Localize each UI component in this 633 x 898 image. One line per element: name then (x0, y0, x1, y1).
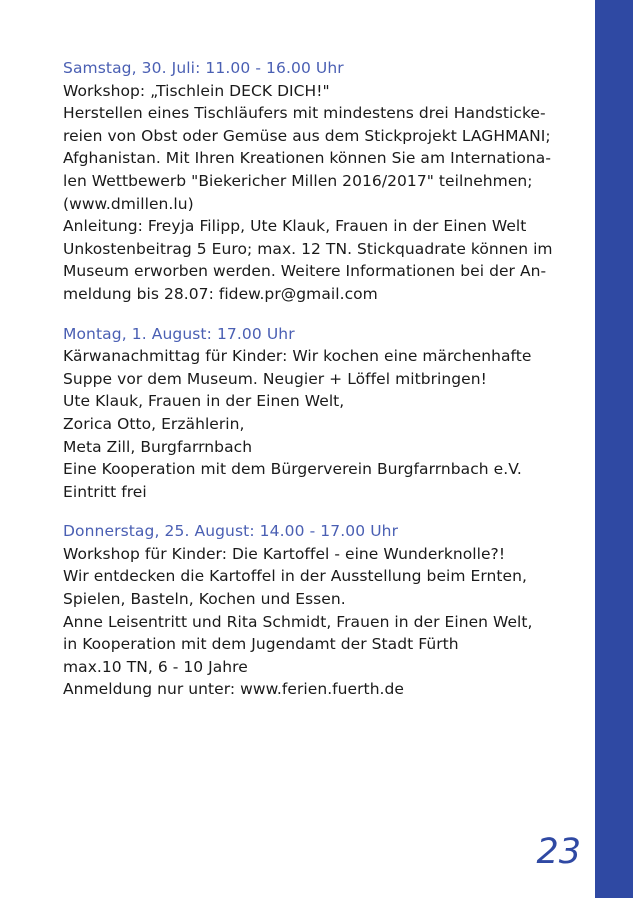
event-line: Anmeldung nur unter: www.ferien.fuerth.de (63, 680, 405, 699)
event-line: meldung bis 28.07: fidew.pr@gmail.com (63, 284, 378, 303)
event-line: Eintritt frei (63, 482, 147, 501)
event-line: (www.dmillen.lu) (63, 194, 194, 213)
event-line: Eine Kooperation mit dem Bürgerverein Burgfarrnbach e.V. (63, 460, 522, 479)
event-list (63, 57, 583, 718)
event-line: reien von Obst oder Gemüse aus dem Stickprojekt LAGHMANI; (63, 126, 551, 145)
page-number: 23 (536, 832, 581, 872)
side-color-bar (595, 0, 633, 898)
event-line: in Kooperation mit dem Jugendamt der Stadt Fürth (63, 635, 459, 654)
event-line: Spielen, Basteln, Kochen und Essen. (63, 590, 346, 609)
event-line: Zorica Otto, Erzählerin, (63, 414, 245, 433)
event-block (63, 323, 583, 504)
event-line: len Wettbewerb "Biekericher Millen 2016/2017" teilnehmen; (63, 171, 533, 190)
event-line: Unkostenbeitrag 5 Euro; max. 12 TN. Stickquadrate können im (63, 239, 553, 258)
event-line: Kärwanachmittag für Kinder: Wir kochen eine märchenhafte (63, 347, 532, 366)
event-date: Donnerstag, 25. August: 14.00 - 17.00 Uhr (63, 522, 399, 541)
event-line: Ute Klauk, Frauen in der Einen Welt, (63, 392, 345, 411)
event-line: Meta Zill, Burgfarrnbach (63, 437, 253, 456)
event-line: Workshop: „Tischlein DECK DICH!" (63, 81, 330, 100)
event-line: max.10 TN, 6 - 10 Jahre (63, 657, 248, 676)
event-line: Anne Leisentritt und Rita Schmidt, Frauen in der Einen Welt, (63, 612, 533, 631)
event-line: Afghanistan. Mit Ihren Kreationen können Sie am Internationa- (63, 149, 551, 168)
event-date: Montag, 1. August: 17.00 Uhr (63, 324, 295, 343)
event-line: Wir entdecken die Kartoffel in der Ausstellung beim Ernten, (63, 567, 527, 586)
event-block (63, 57, 583, 306)
event-block (63, 520, 583, 701)
event-line: Suppe vor dem Museum. Neugier + Löffel mitbringen! (63, 369, 487, 388)
event-date: Samstag, 30. Juli: 11.00 - 16.00 Uhr (63, 59, 344, 77)
event-line: Museum erworben werden. Weitere Informationen bei der An- (63, 262, 547, 281)
event-line: Workshop für Kinder: Die Kartoffel - eine Wunderknolle?! (63, 544, 506, 563)
event-line: Anleitung: Freyja Filipp, Ute Klauk, Frauen in der Einen Welt (63, 217, 527, 236)
event-line: Herstellen eines Tischläufers mit mindestens drei Handsticke- (63, 104, 546, 123)
